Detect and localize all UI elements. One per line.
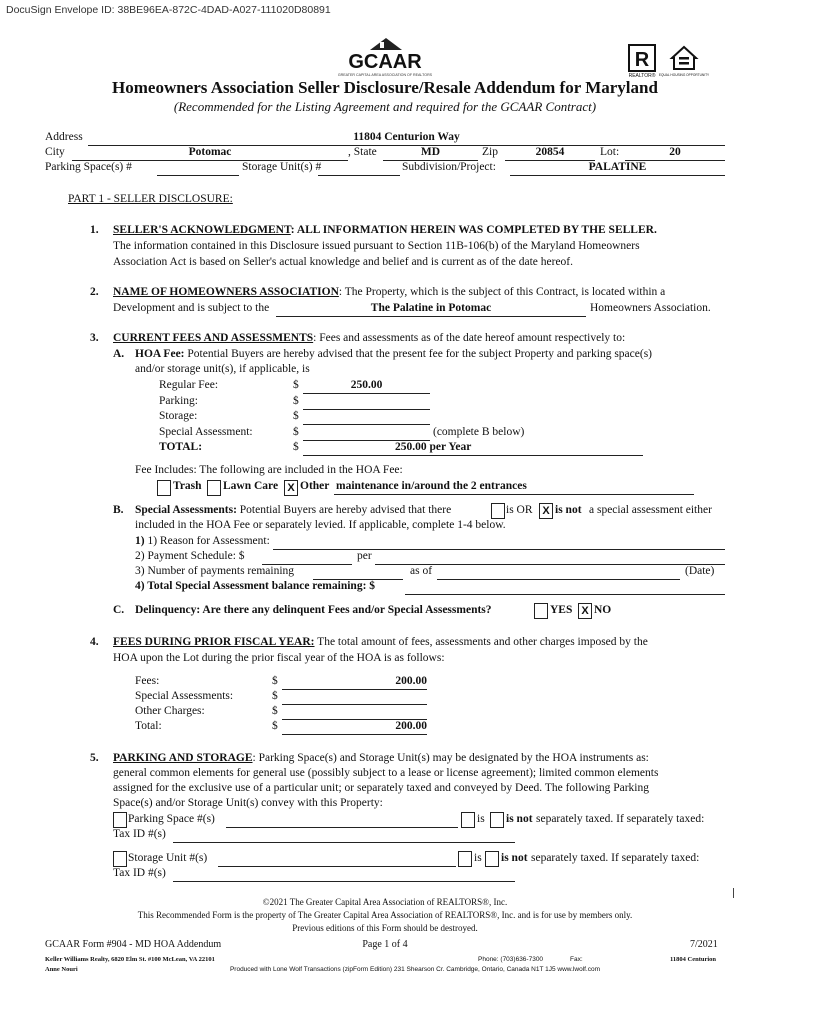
footer-phone: Phone: (703)636-7300 <box>478 956 544 963</box>
is-not-label: is not <box>555 504 582 516</box>
storage-fee-label: Storage: <box>159 410 198 422</box>
gcaar-logo-subtext: GREATER CAPITAL AREA ASSOCIATION OF REALTORS <box>337 73 433 77</box>
equal-housing-logo <box>658 44 710 78</box>
storage-taxid-label: Tax ID #(s) <box>113 867 166 879</box>
special-assessment-note: (complete B below) <box>433 426 525 438</box>
delinquency-yes-checkbox[interactable] <box>534 603 548 619</box>
zip-label: Zip <box>482 146 498 158</box>
s5-parking-label: Parking Space #(s) <box>128 813 215 825</box>
page-subtitle: (Recommended for the Listing Agreement and required for the GCAAR Contract) <box>173 99 597 114</box>
special-is-checkbox[interactable] <box>491 503 505 519</box>
prior-other-label: Other Charges: <box>135 705 205 717</box>
storage-is-checkbox[interactable] <box>458 851 472 867</box>
s3-heading: CURRENT FEES AND ASSESSMENTS: Fees and assessments as of the date hereof amount respectively to: <box>113 332 626 344</box>
s1-text-line1: The information contained in this Disclosure issued pursuant to Section 11B-106(b) of the Maryland Homeowners <box>113 240 640 252</box>
other-value: maintenance in/around the 2 entrances <box>336 480 527 492</box>
parking-space-checkbox[interactable] <box>113 812 127 828</box>
parking-is-checkbox[interactable] <box>461 812 475 828</box>
storage-is-label: is <box>474 852 482 864</box>
footer-page-number: Page 1 of 4 <box>362 939 408 950</box>
delinquency-no-checkbox[interactable]: X <box>578 603 592 619</box>
s4-number: 4. <box>90 636 99 648</box>
as-of-date-field[interactable] <box>437 579 680 580</box>
storage-fee-dollar: $ <box>293 410 299 422</box>
s5-line4: Space(s) and/or Storage Unit(s) convey with this Property: <box>113 797 383 809</box>
prior-total-dollar: $ <box>272 720 278 732</box>
prior-other-dollar: $ <box>272 705 278 717</box>
prior-fees-label: Fees: <box>135 675 160 687</box>
other-field[interactable] <box>334 494 694 495</box>
svg-text:REALTOR®: REALTOR® <box>628 73 656 79</box>
other-checkbox[interactable]: X <box>284 480 298 496</box>
prior-fees-dollar: $ <box>272 675 278 687</box>
s1-text-line2: Association Act is based on Seller's actual knowledge and belief and is current as of the date hereof. <box>113 256 574 268</box>
prior-fees-field[interactable] <box>282 689 427 690</box>
total-fee-field[interactable] <box>303 455 643 456</box>
footer-copyright: ©2021 The Greater Capital Area Association of REALTORS®, Inc. <box>262 897 508 907</box>
zip-value: 20854 <box>535 146 565 158</box>
fee-includes-text: Fee Includes: The following are included in the HOA Fee: <box>135 464 403 476</box>
total-fee-value: 250.00 per Year <box>395 441 472 453</box>
address-label: Address <box>45 131 83 143</box>
parking-is-label: is <box>477 813 485 825</box>
s2-heading: NAME OF HOMEOWNERS ASSOCIATION: The Property, which is the subject of this Contract, is located within a <box>113 286 666 298</box>
s3a-text: HOA Fee: Potential Buyers are hereby advised that the present fee for the subject Property and parking space(s) <box>135 348 653 360</box>
s1-heading: SELLER'S ACKNOWLEDGMENT: ALL INFORMATION HEREIN WAS COMPLETED BY THE SELLER. <box>113 224 657 236</box>
footer-produced-with: Produced with Lone Wolf Transactions (zipForm Edition) 231 Shearson Cr. Cambridge, Ontario, Canada N1T 1J5 www.lwolf.com <box>229 966 601 973</box>
parking-taxid-field[interactable] <box>173 842 515 843</box>
parking-space-field[interactable] <box>157 175 239 176</box>
prior-special-field[interactable] <box>282 704 427 705</box>
lot-value: 20 <box>669 146 681 158</box>
lawn-care-label: Lawn Care <box>223 480 279 492</box>
b3-label: 3) Number of payments remaining <box>135 565 295 577</box>
is-or-label: is OR <box>506 504 533 516</box>
parking-fee-field[interactable] <box>303 409 430 410</box>
s5-line3: assigned for the exclusive use of a particular unit; or separately taxed and conveyed by Deed. The following Parking <box>113 782 649 794</box>
regular-fee-dollar: $ <box>293 379 299 391</box>
b3-date-label: (Date) <box>685 565 715 577</box>
city-label: City <box>45 146 65 158</box>
s3a-label: A. <box>113 348 125 360</box>
lot-label: Lot: <box>600 146 620 158</box>
s3b-line2: included in the HOA Fee or separately levied. If applicable, complete 1-4 below. <box>135 519 506 531</box>
reason-field[interactable] <box>273 549 725 550</box>
trash-label: Trash <box>173 480 202 492</box>
s5-heading: PARKING AND STORAGE: Parking Space(s) and Storage Unit(s) may be designated by the HOA instruments as: <box>113 752 649 764</box>
storage-unit-label: Storage Unit(s) # <box>242 161 322 173</box>
s2-line2-b: Homeowners Association. <box>590 302 711 314</box>
hoa-name-value: The Palatine in Potomac <box>370 302 492 314</box>
s3b-text: Special Assessments: Potential Buyers are hereby advised that there <box>135 504 452 516</box>
s1-number: 1. <box>90 224 99 236</box>
parking-fee-dollar: $ <box>293 395 299 407</box>
footer-form-number: GCAAR Form #904 - MD HOA Addendum <box>45 939 222 950</box>
storage-taxid-field[interactable] <box>173 881 515 882</box>
prior-total-value: 200.00 <box>395 720 427 732</box>
subdivision-field[interactable] <box>510 175 725 176</box>
storage-fee-field[interactable] <box>303 424 430 425</box>
prior-special-dollar: $ <box>272 690 278 702</box>
balance-remaining-field[interactable] <box>405 594 725 595</box>
b1-label: 1) 1) Reason for Assessment: <box>135 535 270 547</box>
lawn-care-checkbox[interactable] <box>207 480 221 496</box>
parking-taxid-label: Tax ID #(s) <box>113 828 166 840</box>
s5-parking-field[interactable] <box>226 827 458 828</box>
s3b-rest: a special assessment either <box>589 504 712 516</box>
s4-line2: HOA upon the Lot during the prior fiscal year of the HOA is as follows: <box>113 652 445 664</box>
parking-is-not-label: is not <box>506 813 533 825</box>
s2-line2-a: Development and is subject to the <box>113 302 270 314</box>
state-value: MD <box>420 146 441 158</box>
regular-fee-label: Regular Fee: <box>159 379 219 391</box>
s4-heading: FEES DURING PRIOR FISCAL YEAR: The total amount of fees, assessments and other charges imposed by the <box>113 636 648 648</box>
delinquency-yes-label: YES <box>550 604 573 616</box>
footer-brokerage: Keller Williams Realty, 6820 Elm St. #100 McLean, VA 22101 <box>45 956 215 963</box>
total-fee-dollar: $ <box>293 441 299 453</box>
parking-taxed-text: separately taxed. If separately taxed: <box>536 813 705 825</box>
page-title: Homeowners Association Seller Disclosure/Resale Addendum for Maryland <box>112 78 658 97</box>
footer-line2: This Recommended Form is the property of The Greater Capital Area Association of REALTORS®, Inc. and is for use by members only. <box>137 910 633 920</box>
b2-per: per <box>357 550 372 562</box>
trash-checkbox[interactable] <box>157 480 171 496</box>
parking-space-label: Parking Space(s) # <box>45 161 132 173</box>
footer-date: 7/2021 <box>690 939 718 950</box>
regular-fee-value: 250.00 <box>350 379 383 391</box>
b3-asof: as of <box>410 565 433 577</box>
footer-agent: Anne Nouri <box>45 966 78 973</box>
s3a-text-line2: and/or storage unit(s), if applicable, is <box>135 363 310 375</box>
s2-number: 2. <box>90 286 99 298</box>
state-label: , State <box>348 146 377 158</box>
s3b-label: B. <box>113 504 124 516</box>
prior-fees-value: 200.00 <box>395 675 427 687</box>
storage-is-not-label: is not <box>501 852 528 864</box>
subdivision-value: PALATINE <box>588 161 647 173</box>
parking-is-not-checkbox[interactable] <box>490 812 504 828</box>
s3-number: 3. <box>90 332 99 344</box>
s5-line2: general common elements for general use (possibly subject to a lease or license agreement); limited common elements <box>113 767 659 779</box>
storage-unit-checkbox[interactable] <box>113 851 127 867</box>
parking-fee-label: Parking: <box>159 395 198 407</box>
special-assessment-label: Special Assessment: <box>159 426 253 438</box>
other-label: Other <box>300 480 330 492</box>
footer-fax: Fax: <box>570 956 583 963</box>
storage-unit-field[interactable] <box>318 175 400 176</box>
s5-storage-label: Storage Unit #(s) <box>128 852 208 864</box>
s3c-text: Delinquency: Are there any delinquent Fees and/or Special Assessments? <box>135 604 492 616</box>
prior-total-label: Total: <box>135 720 162 732</box>
svg-text:R: R <box>634 49 650 71</box>
prior-total-field[interactable] <box>282 734 427 735</box>
svg-text:EQUAL HOUSING OPPORTUNITY: EQUAL HOUSING OPPORTUNITY <box>658 73 710 77</box>
footer-property-ref: 11804 Centurion <box>670 956 717 963</box>
storage-taxed-text: separately taxed. If separately taxed: <box>531 852 700 864</box>
s3c-label: C. <box>113 604 125 616</box>
b4-label: 4) Total Special Assessment balance remaining: $ <box>135 580 376 592</box>
delinquency-no-label: NO <box>594 604 612 616</box>
special-is-not-checkbox[interactable]: X <box>539 503 553 519</box>
special-assessment-dollar: $ <box>293 426 299 438</box>
part1-heading: PART 1 - SELLER DISCLOSURE: <box>68 193 233 205</box>
b2-label: 2) Payment Schedule: $ <box>135 550 245 562</box>
subdivision-label: Subdivision/Project: <box>402 161 496 173</box>
total-fee-label: TOTAL: <box>159 441 203 453</box>
realtor-logo <box>628 44 660 78</box>
city-value: Potomac <box>188 146 232 158</box>
s5-storage-field[interactable] <box>218 866 456 867</box>
s5-number: 5. <box>90 752 99 764</box>
gcaar-logo-text: GCAAR <box>348 51 422 73</box>
prior-special-label: Special Assessments: <box>135 690 234 702</box>
footer-line3: Previous editions of this Form should be destroyed. <box>292 923 478 933</box>
gcaar-logo <box>330 34 440 78</box>
hoa-name-field[interactable] <box>276 316 586 317</box>
regular-fee-field[interactable] <box>303 393 430 394</box>
address-value: 11804 Centurion Way <box>353 131 460 143</box>
storage-is-not-checkbox[interactable] <box>485 851 499 867</box>
docusign-envelope-id: DocuSign Envelope ID: 38BE96EA-872C-4DAD-A027-111020D80891 <box>6 4 331 16</box>
